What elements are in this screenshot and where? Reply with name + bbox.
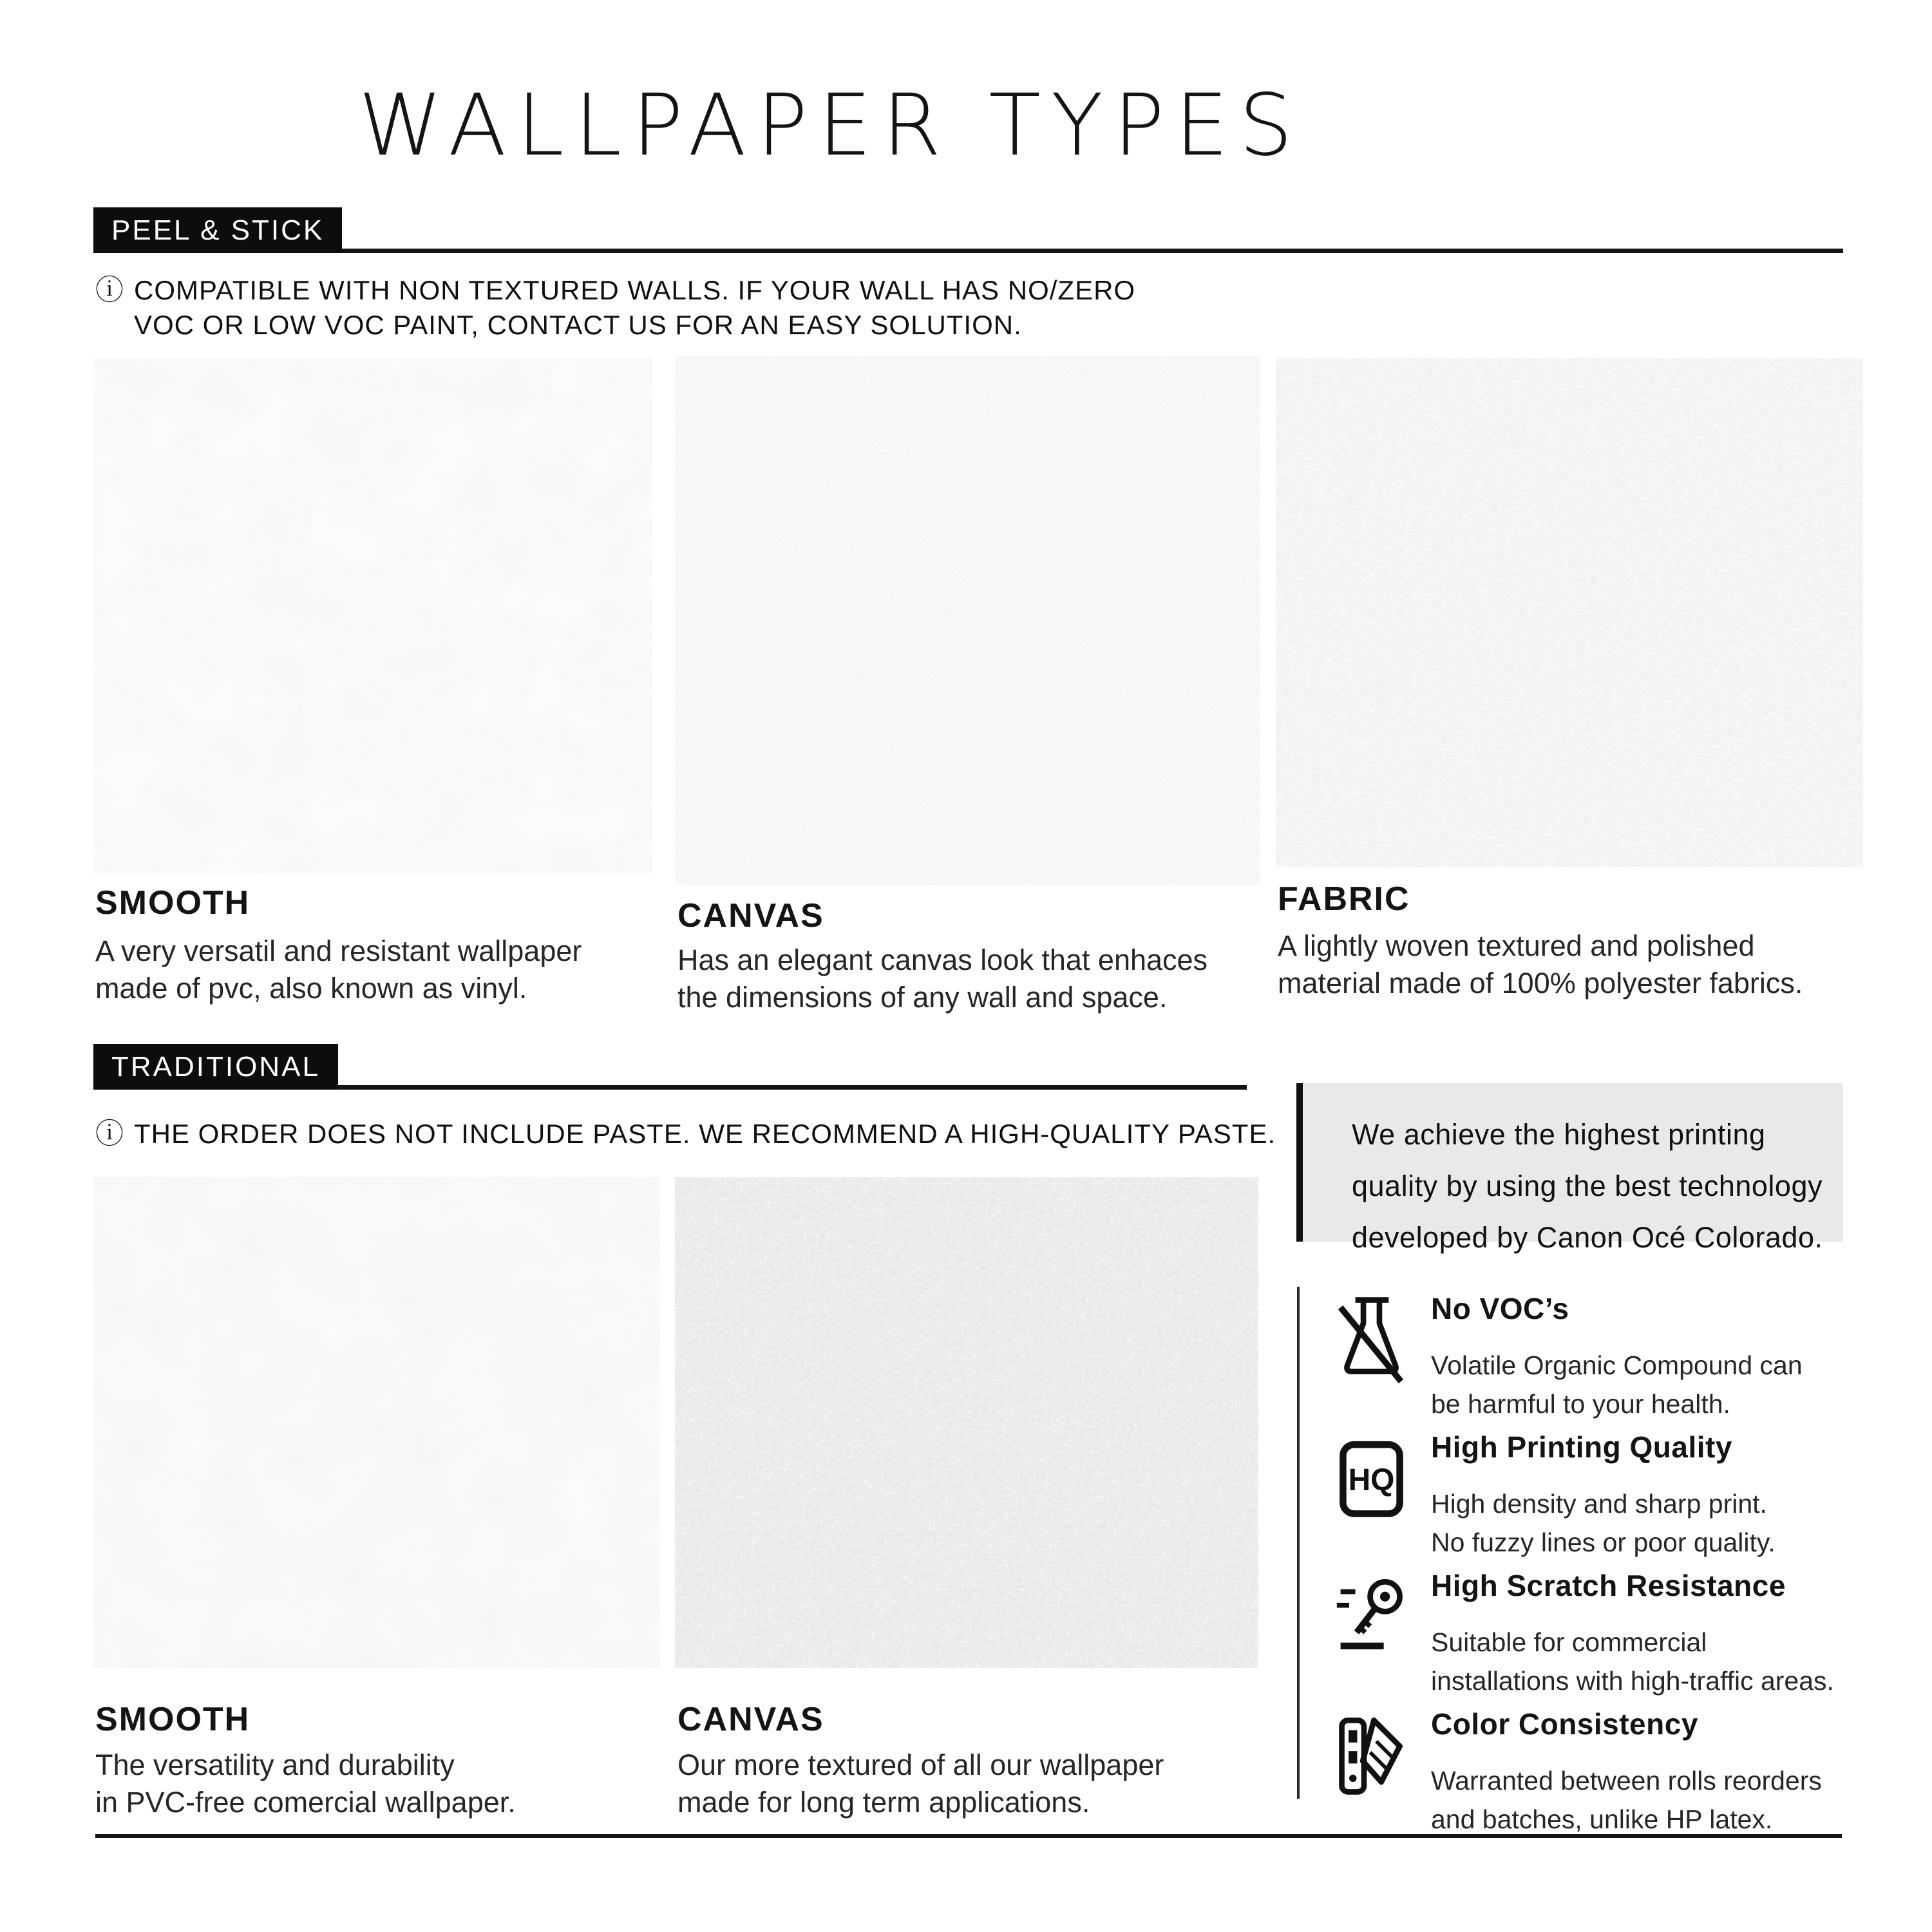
traditional-smooth-swatch	[93, 1177, 660, 1668]
traditional-smooth-desc	[95, 1747, 516, 1821]
feature-title: High Printing Quality	[1431, 1430, 1732, 1464]
smooth-texture-image	[93, 1177, 660, 1668]
desc-line: made of pvc, also known as vinyl.	[95, 972, 527, 1005]
traditional-canvas-name: CANVAS	[677, 1701, 824, 1738]
peel-stick-smooth-name: SMOOTH	[95, 884, 251, 922]
desc-line: material made of 100% polyester fabrics.	[1278, 967, 1803, 999]
feature-title: High Scratch Resistance	[1431, 1569, 1786, 1602]
color-swatches-icon	[1334, 1702, 1408, 1805]
feature-desc	[1431, 1484, 1776, 1562]
features-divider	[1297, 1287, 1300, 1799]
peel-stick-smooth-swatch	[93, 358, 652, 873]
desc-line: made for long term applications.	[677, 1786, 1090, 1819]
traditional-canvas-desc	[677, 1747, 1164, 1821]
peel-stick-fabric-swatch	[1276, 358, 1863, 867]
desc-line: The versatility and durability	[95, 1748, 455, 1781]
desc-line: Volatile Organic Compound can	[1431, 1350, 1803, 1380]
peel-stick-canvas-name: CANVAS	[677, 897, 824, 934]
feature-title: No VOC’s	[1431, 1292, 1569, 1325]
page-title: WALLPAPER TYPES	[358, 76, 1303, 175]
quality-line: developed by Canon Océ Colorado.	[1352, 1221, 1823, 1254]
desc-line: the dimensions of any wall and space.	[677, 981, 1168, 1014]
canvas-texture-image	[675, 356, 1260, 886]
desc-line: Has an elegant canvas look that enhaces	[677, 943, 1208, 976]
canvas-texture-image	[675, 1177, 1258, 1668]
feature-desc	[1431, 1761, 1822, 1839]
traditional-section-label: TRADITIONAL	[93, 1044, 338, 1090]
desc-line: A very versatil and resistant wallpaper	[95, 934, 582, 967]
desc-line: be harmful to your health.	[1431, 1389, 1730, 1419]
peel-stick-note-line1-row	[95, 273, 1135, 308]
desc-line: and batches, unlike HP latex.	[1431, 1804, 1773, 1834]
fabric-texture-image	[1276, 358, 1863, 867]
desc-line: Our more textured of all our wallpaper	[677, 1748, 1164, 1781]
traditional-note-row	[95, 1117, 1276, 1151]
feature-desc	[1431, 1623, 1834, 1700]
printing-quality-text	[1303, 1083, 1843, 1264]
feature-title: Color Consistency	[1431, 1707, 1698, 1741]
peel-stick-note-line1: COMPATIBLE WITH NON TEXTURED WALLS. IF YOUR WALL HAS NO/ZERO	[134, 275, 1136, 305]
info-icon: ⓘ	[95, 1118, 124, 1150]
peel-stick-section-label: PEEL & STICK	[93, 207, 342, 253]
peel-stick-canvas-swatch	[675, 356, 1260, 886]
info-icon: ⓘ	[95, 274, 124, 306]
no-voc-flask-icon	[1334, 1287, 1408, 1390]
desc-line: Suitable for commercial	[1431, 1627, 1707, 1657]
desc-line: Warranted between rolls reorders	[1431, 1766, 1822, 1795]
peel-stick-smooth-desc	[95, 933, 582, 1007]
smooth-texture-image	[93, 358, 652, 873]
peel-stick-fabric-name: FABRIC	[1278, 880, 1410, 918]
printing-quality-callout	[1296, 1083, 1843, 1254]
hq-badge-icon	[1334, 1425, 1408, 1528]
peel-stick-canvas-desc	[677, 942, 1208, 1016]
traditional-smooth-name: SMOOTH	[95, 1701, 251, 1738]
peel-stick-note-line2: VOC OR LOW VOC PAINT, CONTACT US FOR AN EASY SOLUTION.	[134, 310, 1022, 340]
peel-stick-fabric-desc	[1278, 927, 1803, 1002]
desc-line: installations with high-traffic areas.	[1431, 1666, 1834, 1696]
hq-badge-text: HQ	[1348, 1463, 1395, 1498]
peel-stick-section-divider	[93, 249, 1843, 253]
key-scratch-icon	[1334, 1564, 1408, 1667]
desc-line: No fuzzy lines or poor quality.	[1431, 1528, 1776, 1557]
traditional-note: THE ORDER DOES NOT INCLUDE PASTE. WE RECOMMEND A HIGH-QUALITY PASTE.	[134, 1119, 1276, 1149]
desc-line: High density and sharp print.	[1431, 1489, 1767, 1519]
quality-line: We achieve the highest printing	[1352, 1118, 1766, 1151]
desc-line: A lightly woven textured and polished	[1278, 929, 1755, 962]
feature-desc	[1431, 1346, 1803, 1423]
traditional-canvas-swatch	[675, 1177, 1258, 1668]
desc-line: in PVC-free comercial wallpaper.	[95, 1786, 516, 1819]
quality-line: quality by using the best technology	[1352, 1170, 1823, 1202]
